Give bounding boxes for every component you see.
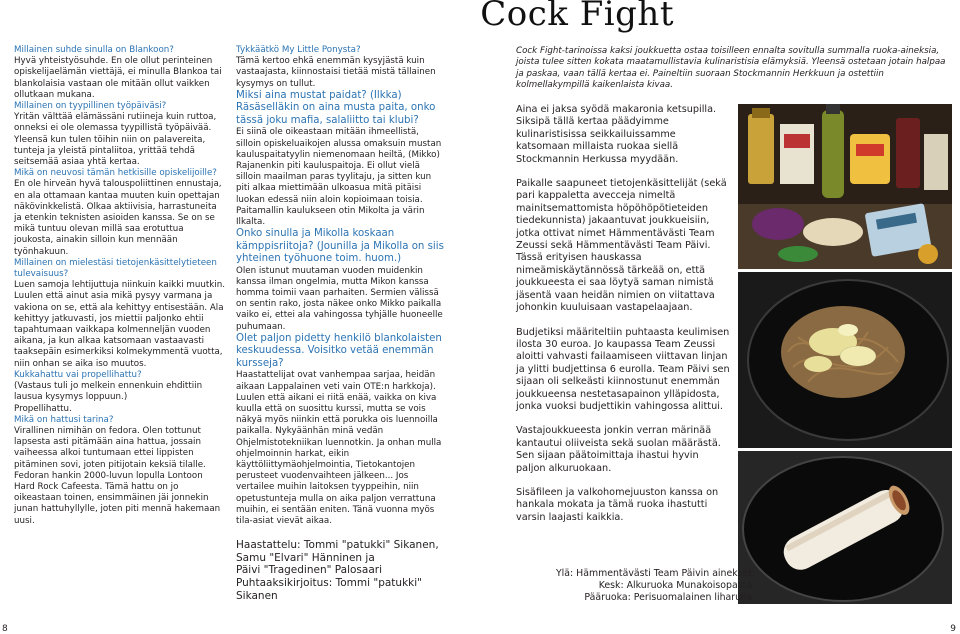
credit-line: Puhtaaksikirjoitus: Tommi "patukki" Sikanen — [236, 576, 422, 602]
credit-line: Samu "Elvari" Hänninen ja — [236, 551, 375, 564]
answer: Tämä kertoo ehkä enemmän kysyjästä kuin vastaajasta, kiinnostaisi tietää mistä tällainen kysymys on tullut. — [236, 56, 436, 89]
page-title: Cock Fight — [480, 0, 674, 34]
answer: En ole hirveän hyvä talouspoliittinen ennustaja, en ala ottamaan kantaa muuten kuin opettajan näkövinkkelistä. Olkaa aktiivisia, harrastuneita ja etenkin teknisten asioiden kanssa. Se on se mikä tuntuu olevan millä saa erotuttua joukosta, ainakin silloin kun mennään työnhakuun. — [14, 179, 222, 257]
caption-line: Pääruoka: Perisuomalainen liharulla. — [584, 592, 755, 603]
paragraph: Aina ei jaksa syödä makaronia ketsupilla. Siksipä tällä kertaa päädyimme kulinaristisissa seikkailuissamme katsomaan millaista ruokaa siellä Stockmannin Herkussa myydään. — [516, 104, 717, 165]
question: Millainen on tyypillinen työpäiväsi? — [14, 101, 167, 112]
credit-line: Päivi "Tragedinen" Palosaari — [236, 564, 382, 577]
main-course-photo — [738, 451, 952, 604]
answer: Yritän välttää elämässäni rutiineja kuin ruttoa, onneksi ei ole olemassa tyypillistä työpäivää. Yleensä kun tulen töihin niin on palavereita, tunteja ja yleistä pintaliitoa, yrittää tehdä seitsemää asiaa yhtä kertaa. — [14, 112, 217, 168]
interview-column-middle — [236, 45, 446, 602]
question: Millainen suhde sinulla on Blankoon? — [14, 45, 174, 55]
caption-line: Kesk: Alkuruoka Munakoisopasta. — [598, 580, 755, 591]
page-number-left: 8 — [2, 624, 8, 634]
answer: Luen samoja lehtijuttuja niinkuin kaikki muutkin. Luulen että ainut asia mikä pysyy varmana ja vakiona on se, että ala kehittyy entisestään. Ala kehittyy jatkuvasti, jos miettii paljonko ehtii tapahtumaan vaikkapa kolmenneljän vuoden aikana, ja kun alkaa katsomaan vastaavasti taaksepäin esimerkiksi kolmekymmentä vuotta, niin onhan se aika iso muutos. — [14, 280, 225, 369]
paragraph: Budjetiksi määriteltiin puhtaasta keulimisen ilosta 30 euroa. Jo kaupassa Team Zeussi aloitti vahvasti failaamiseen viittavan linjan ja ylitti budjettinsa 6 eurolla. Team Päivi sen sijaan oli selkeästi kiinnostunut enemmän joukkueensa nestetasapainon ylläpidosta, jonka vuoksi budjettikin vahingossa alittui. — [516, 326, 730, 412]
question: Mikä on hattusi tarina? — [14, 414, 114, 425]
answer: Haastattelijat ovat vanhempaa sarjaa, heidän aikaan Lappalainen veti vain OTE:n harkkoja). Luulen että aikani ei riitä enää, vaikka on kiva kuulla että on suosittu kurssi, mutta se vois näkyä myös niinkin että porukka ois luennoilla paikalla. Nykyäänhän minä vedän Ohjelmistotekniikan luennotkin. Ja onhan mulla ohjelmoinnin harkat, eikin käyttöliittymäohjelmointia, Tietokantojen perusteet vuodenvaihteen jälkeen... Jos vertailee muihin laitoksen tyyppeihin, niin opetustunteja mulla on aika paljon verrattuna muihin, ei sentään eniten. Tänä vuonna myös tila-asiat vievät aikaa. — [236, 370, 442, 526]
caption-line: Ylä: Hämmentävästi Team Päivin ainekset. — [555, 568, 755, 579]
question: Onko sinulla ja Mikolla koskaan kämppisriitoja? (Jounilla ja Mikolla on siis yhteinen työhuone toim. huom.) — [236, 228, 444, 265]
intro-text: Cock Fight-tarinoissa kaksi joukkuetta ostaa toisilleen ennalta sovitulla summalla ruoka-aineksia, joista tulee sitten kokata maatamullistavia kulinaristisia elämyksiä. Yleensä ostetaan jotain halpaa ja paskaa, vaan tällä kertaa ei. Paineltiin suoraan Stockmannin Herkkuun ja ostettiin kolmellakympillä kaikenlaista kivaa. — [516, 46, 946, 91]
interview-column-left — [14, 45, 225, 527]
paragraph: Sisäfileen ja valkohomejuuston kanssa on hankala mokata ja tämä ruoka ihastutti varsin laajasti kaikkia. — [516, 486, 719, 523]
answer: (Vastaus tuli jo melkein ennenkuin ehdittiin lausua kysymys loppuun.) Propellihattu. — [14, 381, 203, 414]
photo-caption — [556, 568, 755, 604]
question: Millainen on mielestäsi tietojenkäsittelytieteen tulevaisuus? — [14, 257, 217, 280]
ingredients-photo — [738, 104, 952, 269]
starter-photo — [738, 272, 952, 448]
page-number-right: 9 — [950, 624, 956, 634]
paragraph: Vastajoukkueesta jonkin verran märinää kantautui oliiveista sekä suolan määrästä. Sen sijaan päätoimittaja ihastui hyvin paljon alkuruokaan. — [516, 425, 721, 474]
question: Miksi aina mustat paidat? (Ilkka) Räsäselläkin on aina musta paita, onko tässä joku mafia, salaliitto tai klubi? — [236, 89, 436, 126]
answer: Ei siinä ole oikeastaan mitään ihmeellistä, silloin opiskeluaikojen alussa omaksuin mustan kauluspaitatyylin niemenomaan heiltä, (Mikko) Rajanenkin piti kauluspaitoja. Ei ollut vielä silloin maailman paras tyylitaju, ja sitten kun piti alkaa miettimään ulkoasua mitä pitäisi luokan edessä niin aloin kopioimaan toisia. Paitamallin kaulukseen otin Mikolta ja värin Ilkalta. — [236, 127, 442, 227]
answer: Virallinen nimihän on fedora. Olen tottunut lapsesta asti pitämään aina hattua, jossain vaiheessa alkoi tuntumaan ettei lippisten pitäminen sovi, joten pitijotain keksiä tilalle. Fedoran hankin 2000-luvun lopulla Lontoon Hard Rock Cafeesta. Tämä hattu on jo oikeastaan toinen, ensimmäinen jäi jonnekin junan hattuhyllylle, joten piti mennä hakemaan uusi. — [14, 425, 221, 526]
story-column — [516, 104, 731, 524]
question: Kukkahattu vai propellihattu? — [14, 369, 142, 380]
answer: Hyvä yhteistyösuhde. En ole ollut perinteinen opiskelijaelämän viettäjä, ei minulla Blankoa tai blankolaisia vastaan ole mitään ollut vaikken ollutkaan mukana. — [14, 56, 222, 100]
answer: Olen istunut muutaman vuoden muidenkin kanssa ilman ongelmia, mutta Mikon kanssa homma toimii vaan parhaiten. Sermien välissä on sentin rako, josta näkee onko Mikko paikalla vaiko ei, ettei ala vahingossa tyhjälle huoneelle puhumaan. — [236, 265, 443, 332]
question: Olet paljon pidetty henkilö blankolaisten keskuudessa. Voisitko vetää enemmän kursseja? — [236, 332, 442, 369]
question: Mikä on neuvosi tämän hetkisille opiskelijoille? — [14, 168, 217, 179]
paragraph: Paikalle saapuneet tietojenkäsittelijät (sekä pari kappaletta avecceja nimeltä mainitsemattomista höpöhöpötieteiden tiedekunnista) jakaantuvat joukkueisiin, jotka ottivat nimet Hämmentävästi Team Zeussi sekä Hämmentävästi Team Päivi. Tässä erityisen hauskassa nimeämiskäytännössä tärkeää on, että joukkueesta ei saa löytyä saman nimistä jäsentä vaan heidän nimien on viitattava johonkin kuuluisaan vastapelaajaan. — [516, 178, 727, 314]
credit-line: Haastattelu: Tommi "patukki" Sikanen, — [236, 539, 439, 552]
question: Tykkäätkö My Little Ponysta? — [236, 45, 361, 55]
credits — [236, 539, 446, 602]
